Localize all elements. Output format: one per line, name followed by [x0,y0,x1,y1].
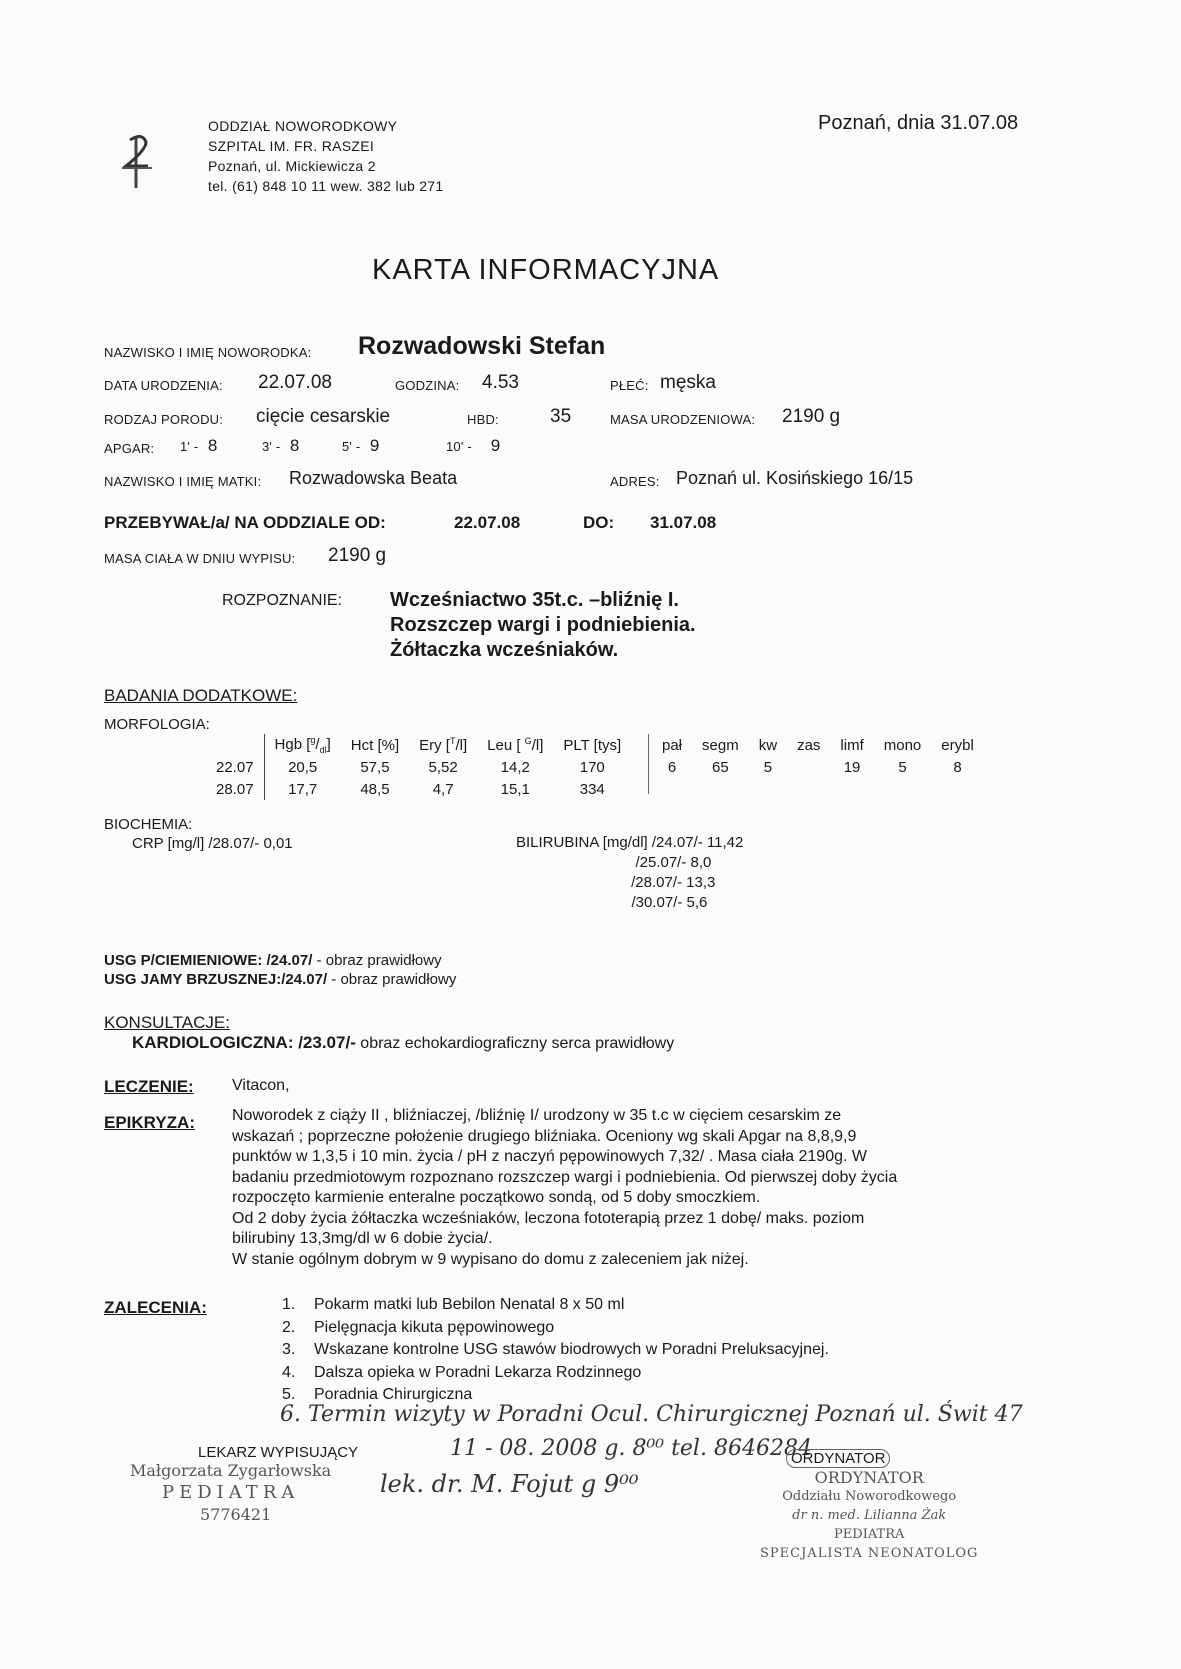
col-hct: Hct [%] [350,736,400,754]
place-date: Poznań, dnia 31.07.08 [818,112,1019,134]
discharge-mass: 2190 g [328,545,387,566]
diagnosis-line: Rozszczep wargi i podniebienia. [390,614,696,636]
tests-label: BADANIA DODATKOWE: [104,686,298,705]
usg-line: USG JAMY BRZUSZNEJ:/24.07/ - obraz prawidłowy [104,971,457,988]
hbd-value: 35 [550,406,572,427]
table-header-row: pał segm kw zas limf mono erybl [662,736,974,754]
list-item: 4. Dalsza opieka w Poradni Lekarza Rodzinnego [282,1363,642,1381]
hospital-name: SZPITAL IM. FR. RASZEI [208,138,375,154]
delivery-label: RODZAJ PORODU: [104,412,224,427]
table-row: 28.07 17,7 48,5 4,7 15,1 334 [206,778,631,800]
morf-label: MORFOLOGIA: [104,716,210,733]
diagnosis-line: Żółtaczka wcześniaków. [390,639,619,661]
consult-label: KONSULTACJE: [104,1013,230,1032]
letterhead [208,116,443,196]
address-label: ADRES: [610,474,660,489]
table-row: 6 65 5 19 5 8 [667,758,962,776]
stay-from-label: PRZEBYWAŁ/a/ NA ODDZIALE OD: [104,513,386,532]
morphology-table [206,734,631,800]
stay-to: 31.07.08 [650,513,717,532]
apgar-1: 1' - 8 [180,436,218,455]
handwritten-line: 11 - 08. 2008 g. 8⁰⁰ tel. 8646284 [450,1436,812,1461]
epicrisis-line: rozpoczęto karmienie enteralne początkowo sondą, od 5 doby smoczkiem. [232,1189,761,1206]
treatment-label: LECZENIE: [104,1077,194,1096]
epicrisis-line: W stanie ogólnym dobrym w 9 wypisano do domu z zaleceniem jak niżej. [232,1250,749,1268]
table-header-row [206,734,631,756]
diff-divider [648,734,649,794]
recommendations-label: ZALECENIA: [104,1298,207,1317]
bilirubin-line: /28.07/- 13,3 [631,874,716,891]
table-row: 22.07 20,5 57,5 5,52 14,2 170 [206,756,631,778]
col-plt: PLT [tys] [563,736,622,754]
diagnosis-label: ROZPOZNANIE: [222,592,343,609]
epicrisis-line: Noworodek z ciąży II , bliźniaczej, /bliźnię I/ urodzony w 35 t.c w cięciem cesarskim ze [232,1107,842,1124]
list-item: 1. Pokarm matki lub Bebilon Nenatal 8 x 50 ml [282,1296,625,1313]
apgar-3: 3' - 8 [262,436,300,455]
apgar-label: APGAR: [104,441,155,456]
address-value: Poznań ul. Kosińskiego 16/15 [676,468,914,488]
diff-table [652,734,984,778]
patient-name: Rozwadowski Stefan [358,332,606,360]
list-item: 5. Poradnia Chirurgiczna [282,1386,473,1403]
hospital-logo [112,128,164,190]
stay-from: 22.07.08 [454,513,521,532]
list-item: 3. Wskazane kontrolne USG stawów biodrowych w Poradni Preluksacyjnej. [282,1341,829,1358]
epicrisis-line: badaniu przedmiotowym rozpoznano rozszczep wargi i podniebienia. Od pierwszej doby życia [232,1168,898,1186]
hbd-label: HBD: [467,412,499,427]
sex-value: męska [660,372,716,393]
diagnosis-line: Wcześniactwo 35t.c. –bliźnię I. [390,589,679,611]
diagnosis-list [390,588,696,663]
delivery-value: cięcie cesarskie [256,406,391,427]
mother-label: NAZWISKO I IMIĘ MATKI: [104,474,262,489]
epicrisis-line: punktów w 1,3,5 i 10 min. życia / pH z naczyń pępowinowych 7,32/ . Masa ciała 2190g. W [232,1148,867,1165]
hospital-phone: tel. (61) 848 10 11 wew. 382 lub 271 [208,178,444,194]
doctor-stamp: Małgorzata Zygarłowska PEDIATRA 5776421 [130,1461,332,1524]
treatment-value: Vitacon, [232,1077,290,1094]
birth-mass-value: 2190 g [782,406,841,427]
handwritten-line: lek. dr. M. Fojut g 9⁰⁰ [380,1470,639,1498]
apgar-5: 5' - 9 [342,436,380,455]
head-label: ORDYNATOR [786,1449,890,1468]
ward-name: ODDZIAŁ NOWORODKOWY [208,118,398,134]
sex-label: PŁEĆ: [610,378,649,393]
dob-value: 22.07.08 [258,372,332,393]
hour-value: 4.53 [482,372,519,393]
doctor-label: LEKARZ WYPISUJĄCY [198,1444,359,1461]
dob-label: DATA URODZENIA: [104,378,223,393]
hour-label: GODZINA: [395,378,460,393]
recommendations-list [282,1294,829,1407]
usg-line: USG P/CIEMIENIOWE: /24.07/ - obraz prawidłowy [104,952,442,969]
bio-label: BIOCHEMIA: [104,816,193,833]
epicrisis-line: wskazań ; poprzeczne położenie drugiego bliźniaka. Oceniony wg skali Apgar na 8,8,9,9 [232,1127,857,1145]
bilirubin-list [516,833,743,913]
name-label: NAZWISKO I IMIĘ NOWORODKA: [104,345,312,360]
epicrisis-line: bilirubiny 13,3mg/dl w 6 dobie życia/. [232,1230,493,1247]
usg-list [104,951,456,989]
epicrisis-text [232,1106,897,1270]
epicrisis-label: EPIKRYZA: [104,1113,195,1132]
bilirubin-line: /30.07/- 5,6 [631,894,708,911]
bilirubin-line: /25.07/- 8,0 [635,854,712,871]
hospital-address: Poznań, ul. Mickiewicza 2 [208,158,376,174]
discharge-mass-label: MASA CIAŁA W DNIU WYPISU: [104,551,296,566]
document-title: KARTA INFORMACYJNA [372,254,720,286]
head-stamp: ORDYNATOR Oddziału Noworodkowego dr n. med. Lilianna Żak PEDIATRA SPECJALISTA NEONATOLOG [760,1468,979,1561]
bilirubin-line: BILIRUBINA [mg/dl] /24.07/- 11,42 [516,834,744,851]
cardio-consult: KARDIOLOGICZNA: /23.07/- obraz echokardiograficzny serca prawidłowy [132,1033,675,1052]
col-hgb: Hgb $[^g/_{dl}]$ [274,735,331,755]
handwritten-line: 6. Termin wizyty w Poradni Ocul. Chirurgicznej Poznań ul. Świt 47 [280,1402,1023,1427]
mother-name: Rozwadowska Beata [289,468,458,488]
epicrisis-line: Od 2 doby życia żółtaczka wcześniaków, leczona fototerapią przez 1 dobę/ maks. poziom [232,1209,865,1227]
crp-value: CRP [mg/l] /28.07/- 0,01 [132,835,293,852]
stay-to-label: DO: [583,513,615,532]
list-item: 2. Pielęgnacja kikuta pępowinowego [282,1318,555,1336]
apgar-10: 10' - 9 [446,436,501,455]
col-ery: Ery [$^T$/l] [419,736,468,754]
logo-mark-icon [112,128,164,190]
col-leu: Leu [ $^G$/l] [487,736,544,754]
birth-mass-label: MASA URODZENIOWA: [610,412,756,427]
